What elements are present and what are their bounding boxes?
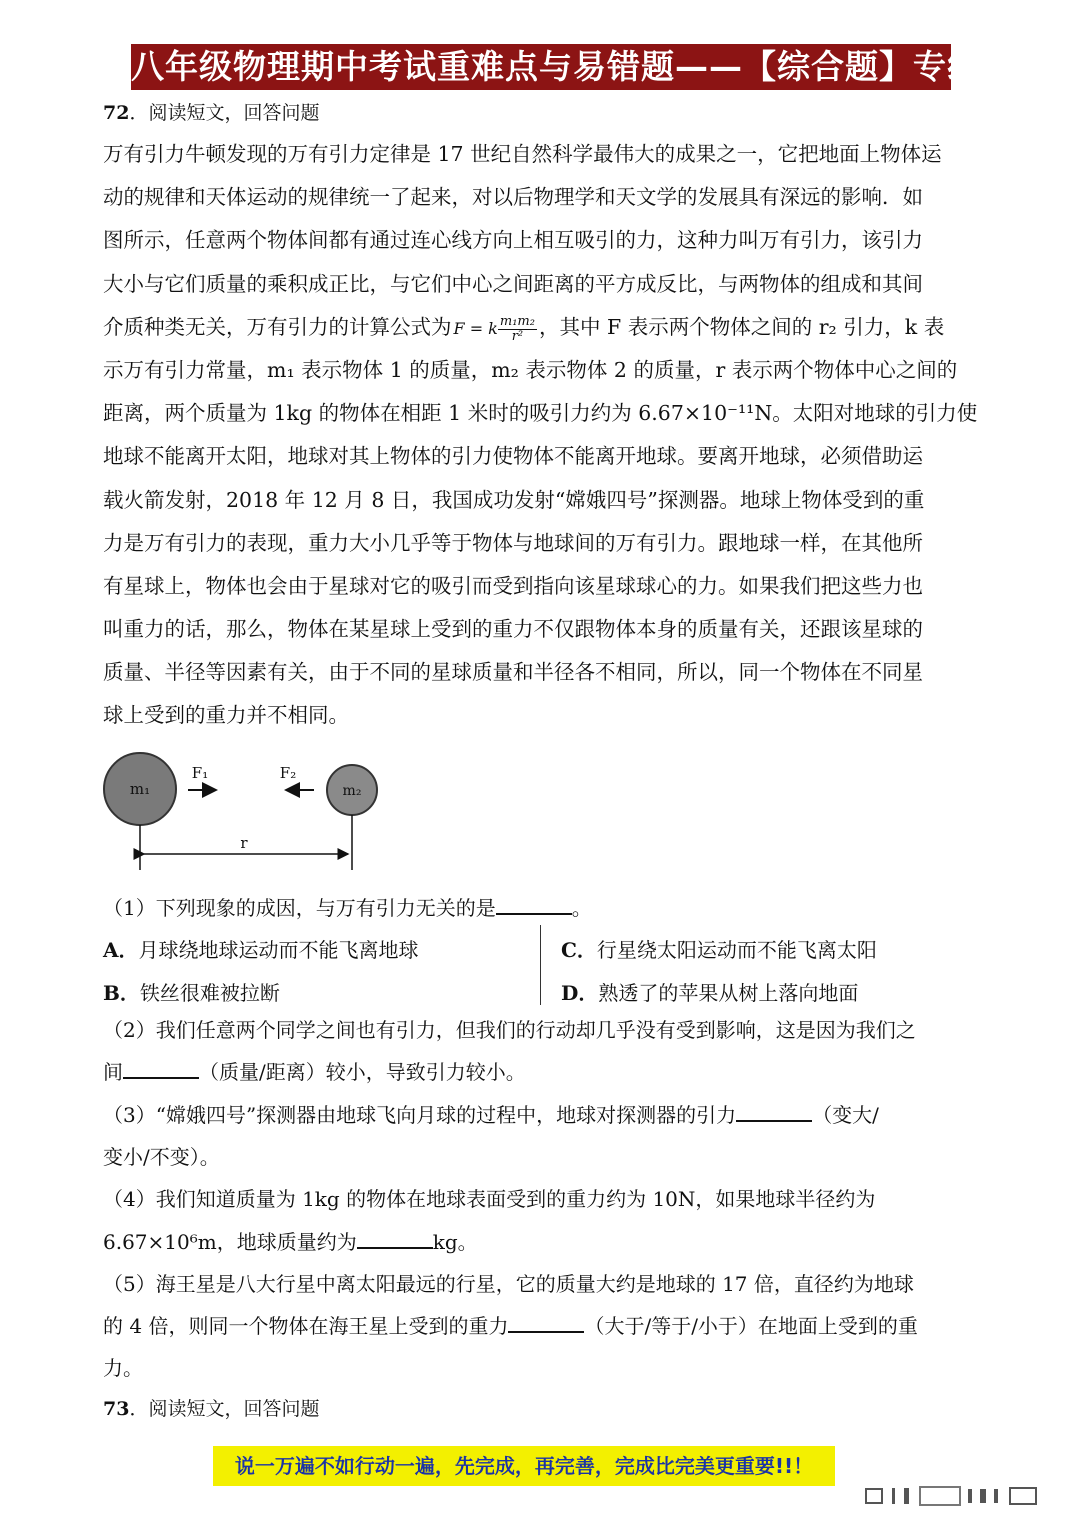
mass-m2-label: m₂ (342, 783, 362, 799)
sub-question-5-line1: （5）海王星是八大行星中离太阳最远的行星，它的质量大约是地球的 17 倍，直径约为地球 (103, 1272, 914, 1296)
option-d[interactable]: D．熟透了的苹果从树上落向地面 (561, 981, 859, 1005)
passage-line: 力是万有引力的表现，重力大小几乎等于物体与地球间的万有引力。跟地球一样，在其他所 (103, 530, 923, 555)
sub-question-3-line2: 变小/不变）。 (103, 1145, 220, 1169)
answer-blank-1[interactable] (496, 895, 572, 915)
passage-line: 载火箭发射，2018 年 12 月 8 日，我国成功发射“嫦娥四号”探测器。地球上物体受到的重 (103, 487, 925, 512)
passage-line: 距离，两个质量为 1kg 的物体在相距 1 米时的吸引力约为 6.67×10⁻¹¹N。太阳对地球的引力使 (103, 401, 978, 426)
passage-line: 叫重力的话，那么，物体在某星球上受到的重力不仅跟物体本身的质量有关，还跟该星球的 (103, 617, 923, 642)
answer-blank-5[interactable] (508, 1313, 584, 1333)
force-f2-label: F₂ (279, 764, 297, 782)
reading-passage (103, 133, 981, 738)
sub-question-4-line2: 6.67×10⁶m，地球质量约为 kg。 (103, 1230, 478, 1254)
question-instruction: 阅读短文，回答问题 (148, 102, 320, 124)
gravitation-formula: F = k $\frac{\text{m₁m₂}}{\text{r²}}$ (453, 313, 535, 344)
question-73-heading: 73．阅读短文，回答问题 (103, 1398, 320, 1420)
passage-line: 图所示，任意两个物体间都有通过连心线方向上相互吸引的力，这种力叫万有引力，该引力 (103, 228, 923, 253)
gravitation-diagram (100, 752, 390, 872)
sub-question-3-line1: （3）“嫦娥四号”探测器由地球飞向月球的过程中，地球对探测器的引力 （变大/ (103, 1103, 879, 1127)
passage-line: 大小与它们质量的乘积成正比，与它们中心之间距离的平方成反比，与两物体的组成和其间 (103, 271, 923, 296)
sub-question-5-line2: 的 4 倍，则同一个物体在海王星上受到的重力 （大于/等于/小于）在地面上受到的重 (103, 1314, 918, 1338)
force-f1-label: F₁ (191, 764, 209, 782)
watermark-icon (862, 1485, 1062, 1507)
footer-slogan: 说一万遍不如行动一遍，先完成，再完善，完成比完美更重要!!！ (213, 1446, 835, 1486)
passage-line: 质量、半径等因素有关，由于不同的星球质量和半径各不相同，所以，同一个物体在不同星 (103, 660, 923, 685)
sub-question-1: （1）下列现象的成因，与万有引力无关的是 。 (103, 896, 592, 920)
option-a[interactable]: A．月球绕地球运动而不能飞离地球 (103, 938, 419, 962)
page-title-banner: 八年级物理期中考试重难点与易错题——【综合题】专练 (131, 44, 951, 90)
option-b[interactable]: B．铁丝很难被拉断 (103, 981, 280, 1005)
sub-question-2-line2: 间 （质量/距离）较小，导致引力较小。 (103, 1060, 526, 1084)
options-divider (540, 925, 541, 1005)
question-instruction: 阅读短文，回答问题 (148, 1398, 320, 1420)
distance-r-label: r (240, 834, 248, 852)
question-72-heading: 72．阅读短文，回答问题 (103, 102, 320, 124)
answer-blank-4[interactable] (357, 1229, 433, 1249)
passage-line: 万有引力牛顿发现的万有引力定律是 17 世纪自然科学最伟大的成果之一，它把地面上物体运 (103, 142, 942, 166)
answer-blank-2[interactable] (123, 1059, 199, 1079)
passage-line: 地球不能离开太阳，地球对其上物体的引力使物体不能离开地球。要离开地球，必须借助运 (103, 444, 923, 469)
passage-line: 球上受到的重力并不相同。 (103, 703, 349, 728)
mass-m1-label: m₁ (129, 780, 151, 798)
answer-blank-3[interactable] (736, 1102, 812, 1122)
question-number: 73 (103, 1398, 130, 1420)
passage-line: 动的规律和天体运动的规律统一了起来，对以后物理学和天文学的发展具有深远的影响．如 (103, 185, 923, 210)
passage-line: 有星球上，物体也会由于星球对它的吸引而受到指向该星球球心的力。如果我们把这些力也 (103, 573, 923, 598)
sub-question-5-line3: 力。 (103, 1356, 143, 1380)
question-number: 72 (103, 102, 130, 124)
sub-question-2-line1: （2）我们任意两个同学之间也有引力，但我们的行动却几乎没有受到影响，这是因为我们之 (103, 1018, 916, 1042)
passage-line-formula: 介质种类无关，万有引力的计算公式为 F = k $\frac{\text{m₁m₂}}{\text{r²}}$ ，其中 F 表示两个物体之间的 r₂ 引力，k 表 (103, 306, 981, 349)
sub-question-4-line1: （4）我们知道质量为 1kg 的物体在地球表面受到的重力约为 10N，如果地球半径约为 (103, 1187, 876, 1211)
passage-line: 示万有引力常量，m₁ 表示物体 1 的质量，m₂ 表示物体 2 的质量，r 表示两个物体中心之间的 (103, 357, 958, 382)
option-c[interactable]: C．行星绕太阳运动而不能飞离太阳 (561, 938, 877, 962)
